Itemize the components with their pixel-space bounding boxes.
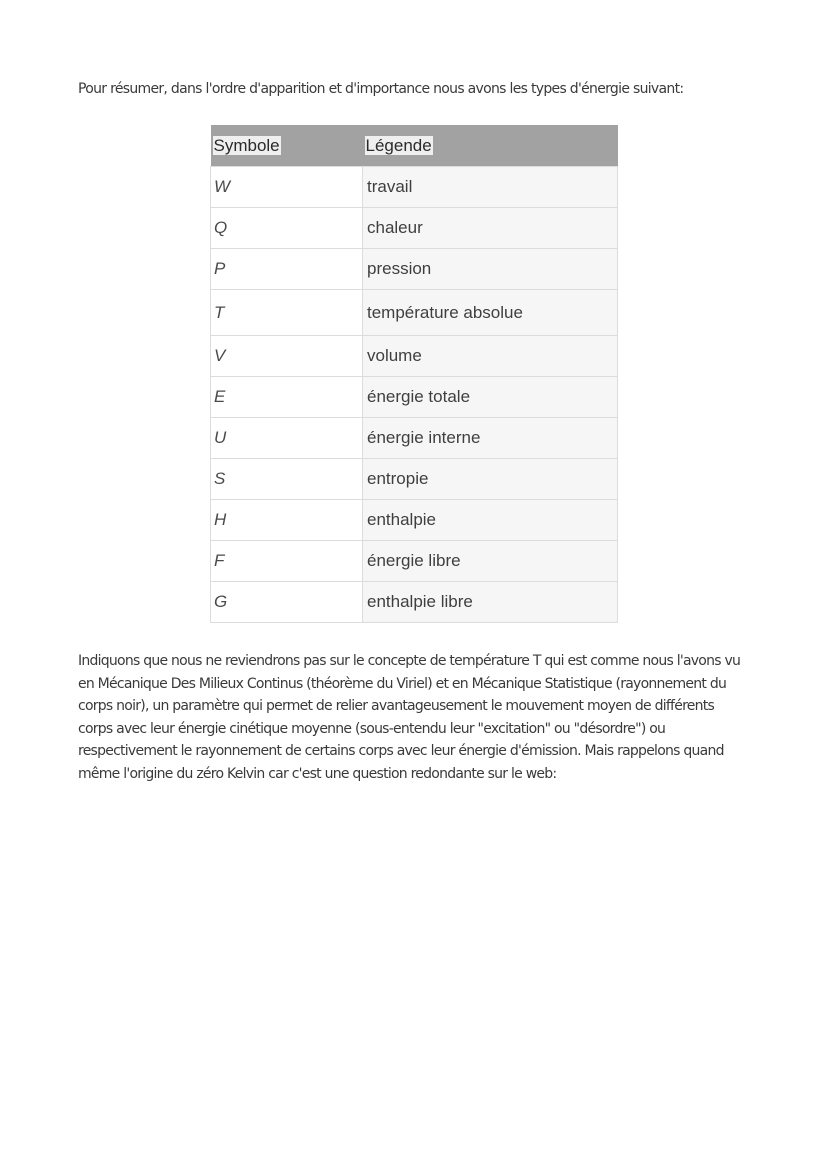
symbol-cell: P [211, 249, 363, 290]
table-row [211, 208, 618, 249]
legend-cell: énergie totale [363, 377, 618, 418]
energy-types-table [210, 125, 618, 623]
symbol-cell: V [211, 336, 363, 377]
table-row [211, 167, 618, 208]
symbol-cell: G [211, 582, 363, 623]
table-row [211, 249, 618, 290]
header-symbol [211, 125, 363, 167]
header-legend [363, 125, 618, 167]
body-paragraph: Indiquons que nous ne reviendrons pas sur le concepte de température T qui est comme nous l'avons vu en Mécanique Des Milieux Continus (théorème du Viriel) et en Mécanique Statistique (rayonnement du corps noir), un paramètre qui permet de relier avantageusement le mouvement moyen de différents corps avec leur énergie cinétique moyenne (sous-entendu leur "excitation" ou "désordre") ou respectivement le rayonnement de certains corps avec leur énergie d'émission. Mais rappelons quand même l'origine du zéro Kelvin car c'est une question redondante sur le web: [78, 653, 741, 782]
header-symbol-label: Symbole [213, 135, 280, 155]
legend-cell: travail [363, 167, 618, 208]
symbol-cell: U [211, 418, 363, 459]
legend-cell: volume [363, 336, 618, 377]
table-row [211, 336, 618, 377]
legend-cell: pression [363, 249, 618, 290]
intro-paragraph: Pour résumer, dans l'ordre d'apparition et d'importance nous avons les types d'énergie suivant: [78, 81, 684, 97]
symbol-cell: F [211, 541, 363, 582]
legend-cell: enthalpie libre [363, 582, 618, 623]
table-header-row [211, 125, 618, 167]
header-legend-label: Légende [365, 135, 432, 155]
legend-cell: énergie libre [363, 541, 618, 582]
symbol-cell: T [211, 290, 363, 336]
table-row [211, 290, 618, 336]
symbol-cell: S [211, 459, 363, 500]
legend-cell: entropie [363, 459, 618, 500]
table-row [211, 459, 618, 500]
symbol-cell: W [211, 167, 363, 208]
symbol-cell: Q [211, 208, 363, 249]
legend-cell: température absolue [363, 290, 618, 336]
table-row [211, 582, 618, 623]
symbol-cell: E [211, 377, 363, 418]
table-row [211, 541, 618, 582]
table-row [211, 500, 618, 541]
legend-cell: énergie interne [363, 418, 618, 459]
legend-cell: chaleur [363, 208, 618, 249]
table-row [211, 377, 618, 418]
legend-cell: enthalpie [363, 500, 618, 541]
symbol-cell: H [211, 500, 363, 541]
table-row [211, 418, 618, 459]
